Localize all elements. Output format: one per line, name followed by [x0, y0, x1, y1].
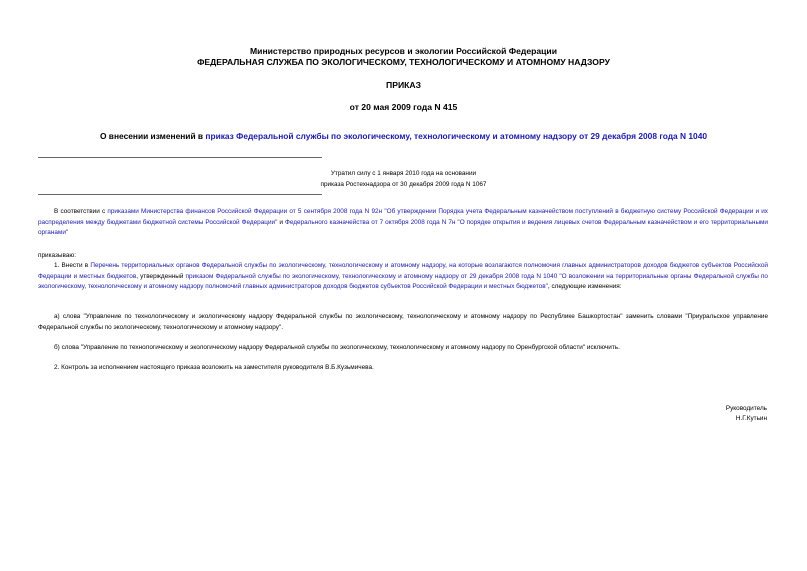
document-title: [0, 131, 807, 141]
document-type: ПРИКАЗ: [386, 80, 421, 90]
title-prefix: О внесении изменений в: [99, 131, 206, 141]
preamble-text: и: [277, 218, 285, 226]
order-word: приказываю:: [38, 252, 76, 259]
item-1-text: , утвержденный: [136, 272, 186, 280]
territorial-organs-list-link[interactable]: Перечень территориальных органов Федеральной службы по экологическому, технологическому и атомному надзору, на которые возлагаются полномочия главных администраторов доходов бюджетов субъектов Российской Федерации и местных бюджетов: [38, 262, 768, 280]
treasury-order-link[interactable]: Федерального казначейства от 7 октября 2008 года N 7н "О порядке открытия и ведения лицевых счетов Федеральным казначейством и его территориальными органами": [38, 218, 769, 236]
signature-block: [726, 404, 767, 424]
order-1040-link[interactable]: приказом Федеральной службы по экологическому, технологическому и атомному надзору от 29 декабря 2008 года N 1040 "О возложении на территориальные органы Федеральной службы по экологическому, технологическому и атомному надзору полномочий главных администраторов доходов бюджетов субъектов Российской Федерации и местных бюджетов": [38, 272, 768, 290]
service-heading: ФЕДЕРАЛЬНАЯ СЛУЖБА ПО ЭКОЛОГИЧЕСКОМУ, ТЕХНОЛОГИЧЕСКОМУ И АТОМНОМУ НАДЗОРУ: [197, 57, 610, 67]
status-note-line2: приказа Ростехнадзора от 30 декабря 2009 года N 1067: [320, 181, 487, 188]
item-1-text: , следующие изменения:: [547, 283, 622, 290]
status-note-line1: Утратил силу с 1 января 2010 года на основании: [330, 170, 477, 177]
preamble-text: В соответствии с: [54, 208, 108, 215]
document-date: от 20 мая 2009 года N 415: [349, 102, 458, 112]
amended-order-link[interactable]: приказ Федеральной службы по экологическому, технологическому и атомному надзору от 29 декабря 2008 года N 1040: [205, 131, 708, 141]
divider-top: [38, 157, 322, 158]
minfin-order-link[interactable]: приказами Министерства финансов Российской Федерации от 5 сентября 2008 года N 92н "Об утверждении Порядка учета Федеральным казначейством поступлений в бюджетную систему Российской Федерации и их распределения между бюджетами бюджетной системы Российской Федерации": [38, 208, 768, 226]
item-1a: а) слова "Управление по технологическому и экологическому надзору Федеральной службы по экологическому, технологическому и атомному надзору по Республике Башкортостан" заменить словами "Приуральское управление Федеральной службы по экологическому, технологическому и атомному надзору".: [38, 313, 768, 331]
item-1: [38, 261, 768, 293]
signer-name: Н.Г.Кутьин: [735, 415, 767, 422]
preamble-paragraph: [38, 207, 768, 239]
divider-bottom: [38, 194, 322, 195]
item-2: 2. Контроль за исполнением настоящего приказа возложить на заместителя руководителя В.Б.Кузьмичева.: [54, 364, 374, 371]
item-1-text: 1. Внести в: [54, 262, 91, 269]
ministry-heading: Министерство природных ресурсов и экологии Российской Федерации: [250, 46, 557, 56]
item-1b: б) слова "Управление по технологическому и экологическому надзору Федеральной службы по экологическому, технологическому и атомному надзору по Оренбургской области" исключить.: [54, 344, 620, 351]
signer-position: Руководитель: [725, 405, 767, 412]
